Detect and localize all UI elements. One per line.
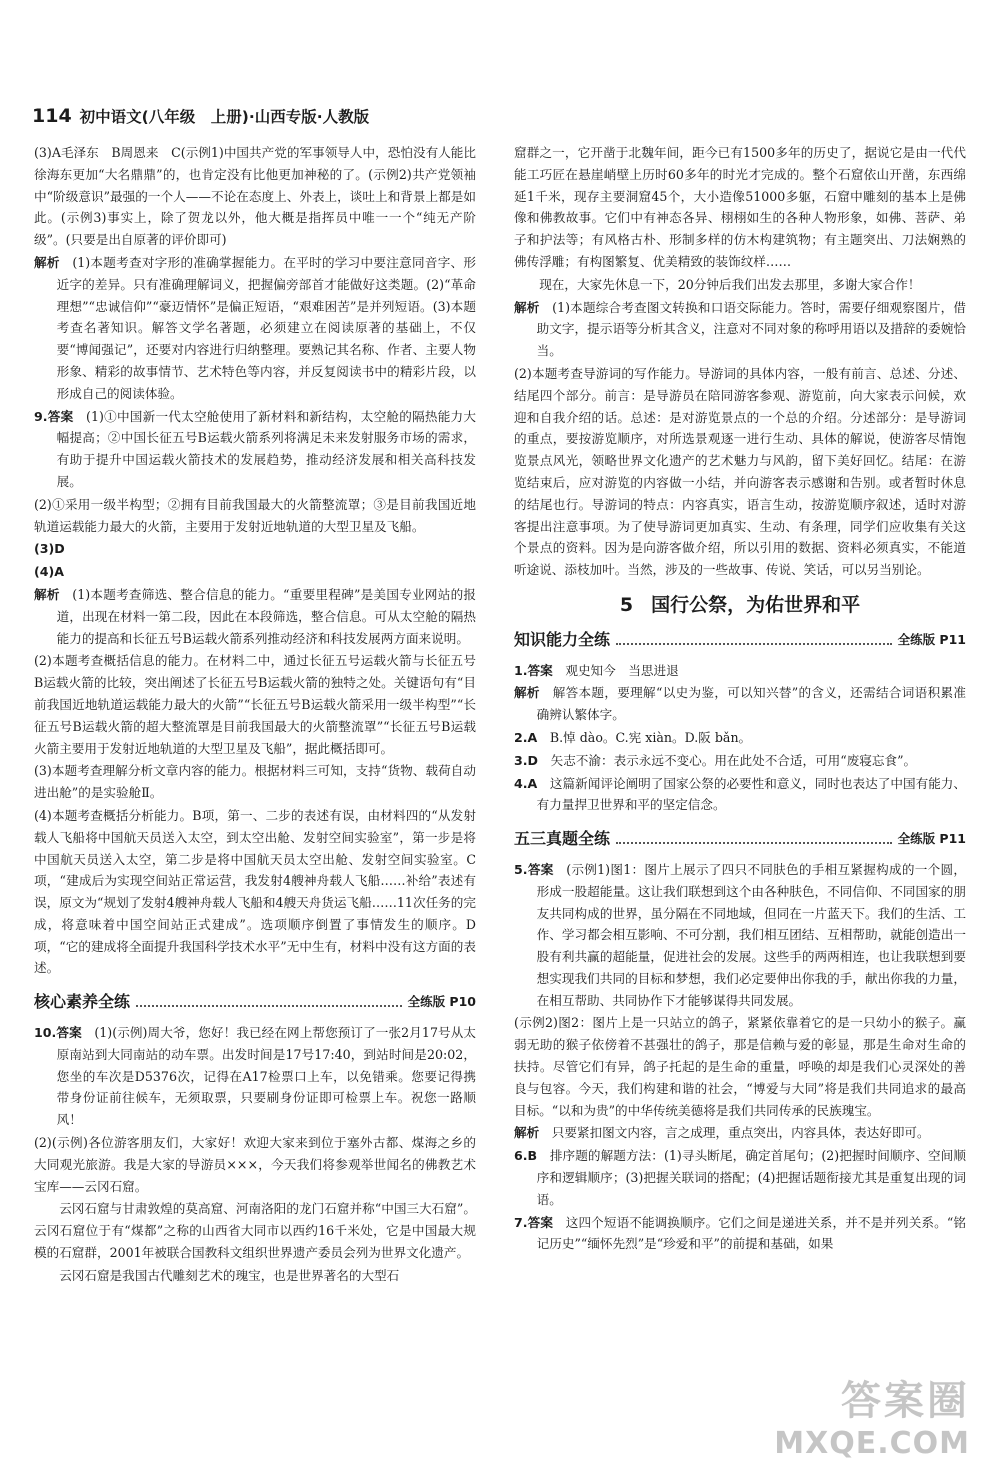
- section-title: 知识能力全练: [514, 629, 611, 649]
- section-title: 五三真题全练: [514, 829, 611, 849]
- paragraph: (3)本题考查理解分析文章内容的能力。根据材料三可知，支持“货物、载荷自动进出舱”的是实验舱Ⅱ。: [34, 763, 476, 801]
- answer-label: 6.B: [514, 1148, 538, 1164]
- answer-item: [514, 727, 966, 749]
- answer-label: 4.A: [514, 775, 538, 791]
- answer-text: 这篇新闻评论阐明了国家公祭的必要性和意义，同时也表达了中国有能力、有力量捍卫世界和平的坚定信念。: [536, 775, 966, 813]
- answer-item: [514, 859, 966, 1012]
- answer-text: 只要紧扣图文内容，言之成理，重点突出，内容具体，表达好即可。: [551, 1125, 930, 1141]
- section-header: [514, 629, 966, 651]
- answer-item: [514, 1122, 966, 1144]
- answer-label: 1.答案: [514, 662, 553, 678]
- answer-text: 这四个短语不能调换顺序。它们之间是递进关系，并不是并列关系。“铭记历史”“缅怀先烈”是“珍爱和平”的前提和基础，如果: [536, 1214, 966, 1252]
- answer-text: (1)本题综合考查图文转换和口语交际能力。答时，需要仔细观察图片，借助文字，提示语等分析其含义，注意对不同对象的称呼用语以及措辞的委婉恰当。: [536, 299, 967, 359]
- paragraph: 现在，大家先休息一下，20分钟后我们出发去那里，多谢大家合作！: [539, 276, 921, 292]
- paragraph: (2)本题考查导游词的写作能力。导游词的具体内容，一般有前言、总述、分述、结尾四个部分。前言：是导游员在陪同游客参观、游览前，向大家表示问候，欢迎和自我介绍的话。总述：是对游览景点的一个总的介绍。分述部分：是导游词的重点，要按游览顺序，对所选景观逐一进行生动、具体的解说，使游客尽情饱览景点风光，领略世界文化遗产的艺术魅力与风韵，留下美好回忆。结尾：在游览结束后，应对游览的内容做一小结，并向游客表示感谢和告别。或者暂时休息的结尾也行。导游词的特点：内容真实，语言生动，按游览顺序叙述，适时对游客提出注意事项。为了使导游词更加真实、生动、有条理，同学们应收集有关这个景点的资料。因为是向游客做介绍，所以引用的数据、资料必须真实，不能道听途说、添枝加叶。当然，涉及的一些故事、传说、笑话，可以另当别论。: [514, 365, 966, 578]
- right-column: [514, 142, 966, 1256]
- answer-text: B.悼 dào。C.宪 xiàn。D.阪 bǎn。: [549, 729, 752, 745]
- answer-text: (示例1)图1：图片上展示了四只不同肤色的手相互紧握构成的一个圆，形成一股超能量。这让我们联想到这个由各种肤色，不同信仰、不同国家的朋友共同构成的世界，虽分隔在不同地域，但同在一片蓝天下。我们的生活、工作、学习都会相互影响、不可分割，我们相互团结、互相帮助，就能创造出一股有利共赢的超能量，促进社会的发展。这些手的两两相连，也让我联想到要想实现我们共同的目标和梦想，我们必定要伸出你我的手，献出你我的力量，在相互帮助、共同协作下才能够谋得共同发展。: [536, 861, 966, 1008]
- paragraph: (示例2)图2：图片上是一只站立的鸽子，紧紧依靠着它的是一只幼小的猴子。赢弱无助的猴子依傍着不甚强壮的鸽子，那是信赖与爱的彰显，那是生命对生命的扶持。尽管它们有异，鸽子托起的是生命的重量，呼唤的却是我们心灵深处的善良与包容。今天，我们构建和谐的社会，“博爱与大同”将是我们共同追求的最高目标。“以和为贵”的中华传统美德将是我们共同传承的民族瑰宝。: [514, 1015, 966, 1118]
- answer-item: [514, 750, 966, 772]
- page-number: 114: [32, 105, 72, 127]
- answer-item: [514, 773, 966, 817]
- answer-label: 5.答案: [514, 861, 554, 877]
- paragraph: 窟群之一，它开凿于北魏年间，距今已有1500多年的历史了，据说它是由一代代能工巧匠在悬崖峭壁上历时60多年的时光才完成的。整个石窟依山开凿，东西绵延1千米，现存主要洞窟45个，大小造像51000多躯，石窟中雕刻的基本上是佛像和佛教故事。它们中有神态各异、栩栩如生的各种人物形象，如佛、菩萨、弟子和护法等；有风格古朴、形制多样的仿木构建筑物；有主题突出、刀法娴熟的佛传浮雕；有构图繁复、优美精致的装饰纹样……: [514, 145, 966, 269]
- answer-label: 3.D: [514, 752, 539, 768]
- lesson-name: 国行公祭，为佑世界和平: [651, 593, 861, 616]
- answer-label: 10.答案: [34, 1025, 82, 1041]
- answer-item: [514, 660, 966, 682]
- book-title: 初中语文(八年级 上册)·山西专版·人教版: [79, 108, 370, 126]
- answer-text: 矢志不渝：表示永远不变心。用在此处不合适，可用“废寝忘食”。: [550, 752, 917, 768]
- answer-text: 解答本题，要理解“以史为鉴，可以知兴替”的含义，还需结合词语积累准确辨认繁体字。: [536, 685, 966, 723]
- answer-text: 排序题的解题方法：(1)寻头断尾，确定首尾句；(2)把握时间顺序、空间顺序和逻辑顺序；(3)把握关联词的搭配；(4)把握话题衔接尤其是重复出现的词语。: [536, 1148, 966, 1207]
- answer-item: [514, 1212, 966, 1256]
- watermark-logo: 答案圈: [841, 1378, 970, 1424]
- paragraph: (2)本题考查概括信息的能力。在材料二中，通过长征五号运载火箭与长征五号B运载火箭的比较，突出阐述了长征五号B运载火箭的独特之处。关键语句有“目前我国近地轨道运载能力最大的火箭”“长征五号B运载火箭采用一级半构型”“长征五号B运载火箭的超大整流罩是目前我国最大的火箭整流罩”“长征五号B运载火箭主要用于发射近地轨道的大型卫星及飞船”，据此概括即可。: [34, 653, 476, 756]
- answer-choice: (3)D: [34, 541, 65, 557]
- answer-label: 2.A: [514, 729, 538, 745]
- answer-item: [34, 584, 476, 649]
- answer-text: (1)本题考查对字形的准确掌握能力。在平时的学习中要注意同音字、形近字的差异。只有准确理解词义，把握偏旁部首才能做好这类题。(2)“革命理想”“忠诚信仰”“豪迈情怀”是偏正短语，“艰难困苦”是并列短语。(3)本题考查名著知识。解答文学名著题，必须建立在阅读原著的基础上，不仅要“博闻强记”，还要对内容进行归纳整理。要熟记其名称、作者、主要人物形象、精彩的故事情节、艺术特色等内容，并反复阅读书中的精彩片段，以形成自己的阅读体验。: [56, 254, 477, 401]
- answer-choice: (4)A: [34, 564, 65, 580]
- answer-label: 解析: [514, 1125, 540, 1141]
- watermark: [774, 1369, 970, 1461]
- paragraph: (4)本题考查概括分析能力。B项，第一、二步的表述有误，由材料四的“从发射载人飞船将中国航天员送入太空，到太空出舱、发射空间实验室”，第一步是将中国航天员送入太空，第二步是将中国航天员太空出舱、发射空间实验室。C项，“建成后为实现空间站正常运营，我发射4艘神舟载人飞船……补给”表述有误，原文为“规划了发射4艘神舟载人飞船和4艘天舟货运飞船……11次任务的完成，将意味着中国空间站正式建成”。选项顺序倒置了事情发生的顺序。D项，“它的建成将全面提升我国科学技术水平”无中生有，材料中没有这方面的表述。: [34, 807, 476, 976]
- watermark-site: MXQE.COM: [774, 1426, 970, 1461]
- paragraph: (2)①采用一级半构型；②拥有目前我国最大的火箭整流罩；③是目前我国近地轨道运载能力最大的火箭，主要用于发射近地轨道的大型卫星及飞船。: [34, 496, 476, 534]
- answer-label: 7.答案: [514, 1214, 554, 1230]
- answer-item: [34, 1022, 476, 1131]
- section-dots: [136, 1005, 402, 1007]
- section-dots: [616, 643, 892, 645]
- answer-label: 解析: [34, 586, 60, 602]
- section-header: [34, 991, 476, 1013]
- answer-item: [34, 406, 476, 493]
- section-header: [514, 828, 966, 850]
- answer-item: [514, 682, 966, 726]
- section-page-ref: 全练版 P11: [897, 831, 966, 847]
- section-page-ref: 全练版 P11: [897, 631, 966, 647]
- answer-label: 解析: [514, 685, 540, 701]
- answer-item: [514, 297, 966, 362]
- answer-label: 解析: [514, 299, 540, 315]
- answer-text: 观史知今 当思进退: [565, 662, 679, 678]
- section-dots: [616, 842, 892, 844]
- paragraph: 云冈石窟与甘肃敦煌的莫高窟、河南洛阳的龙门石窟并称“中国三大石窟”。云冈石窟位于有“煤都”之称的山西省大同市以西约16千米处，它是中国最大规模的石窟群，2001年被联合国教科文组织世界遗产委员会列为世界文化遗产。: [34, 1201, 476, 1261]
- answer-text: (1)①中国新一代太空舱使用了新材料和新结构，太空舱的隔热能力大幅提高；②中国长征五号B运载火箭系列将满足未来发射服务市场的需求，有助于提升中国运载火箭技术的发展趋势，推动经济发展和相关高科技发展。: [56, 408, 476, 489]
- paragraph: (2)(示例)各位游客朋友们，大家好！欢迎大家来到位于塞外古都、煤海之乡的大同观光旅游。我是大家的导游员×××，今天我们将参观举世闻名的佛教艺术宝库——云冈石窟。: [34, 1135, 476, 1194]
- paragraph: (3)A毛泽东 B周恩来 C(示例1)中国共产党的军事领导人中，恐怕没有人能比徐海东更加“大名鼎鼎”的，也肯定没有比他更加神秘的了。(示例2)共产党领袖中“阶级意识”最强的一个人——不论在态度上、外表上，谈吐上和背景上都是如此。(示例3)事实上，除了贺龙以外，他大概是指挥员中唯一一个“纯无产阶级”。(只要是出自原著的评价即可): [34, 145, 476, 248]
- answer-label: 9.答案: [34, 408, 74, 424]
- lesson-title: [514, 595, 966, 617]
- section-title: 核心素养全练: [34, 992, 131, 1012]
- section-page-ref: 全练版 P10: [407, 994, 476, 1010]
- answer-item: [34, 252, 476, 405]
- lesson-number: 5: [619, 593, 634, 616]
- answer-text: (1)(示例)周大爷，您好！我已经在网上帮您预订了一张2月17号从太原南站到大同南站的动车票。出发时间是17号17:40，到站时间是20:02，您坐的车次是D5376次，记得在A17检票口上车，以免错乘。您要记得携带身份证前往候车，无须取票，只要刷身份证即可检票上车。祝您一路顺风！: [56, 1025, 476, 1128]
- answer-text: (1)本题考查筛选、整合信息的能力。“重要里程碑”是美国专业网站的报道，出现在材料一第二段，因此在本段筛选，整合信息。可从太空舱的隔热能力的提高和长征五号B运载火箭系列推动经济和科技发展两方面来说明。: [56, 586, 477, 646]
- answer-item: [514, 1145, 966, 1210]
- page-header: [32, 102, 732, 130]
- left-column: [34, 142, 476, 1288]
- answer-label: 解析: [34, 254, 60, 270]
- paragraph: 云冈石窟是我国古代雕刻艺术的瑰宝，也是世界著名的大型石: [59, 1267, 400, 1283]
